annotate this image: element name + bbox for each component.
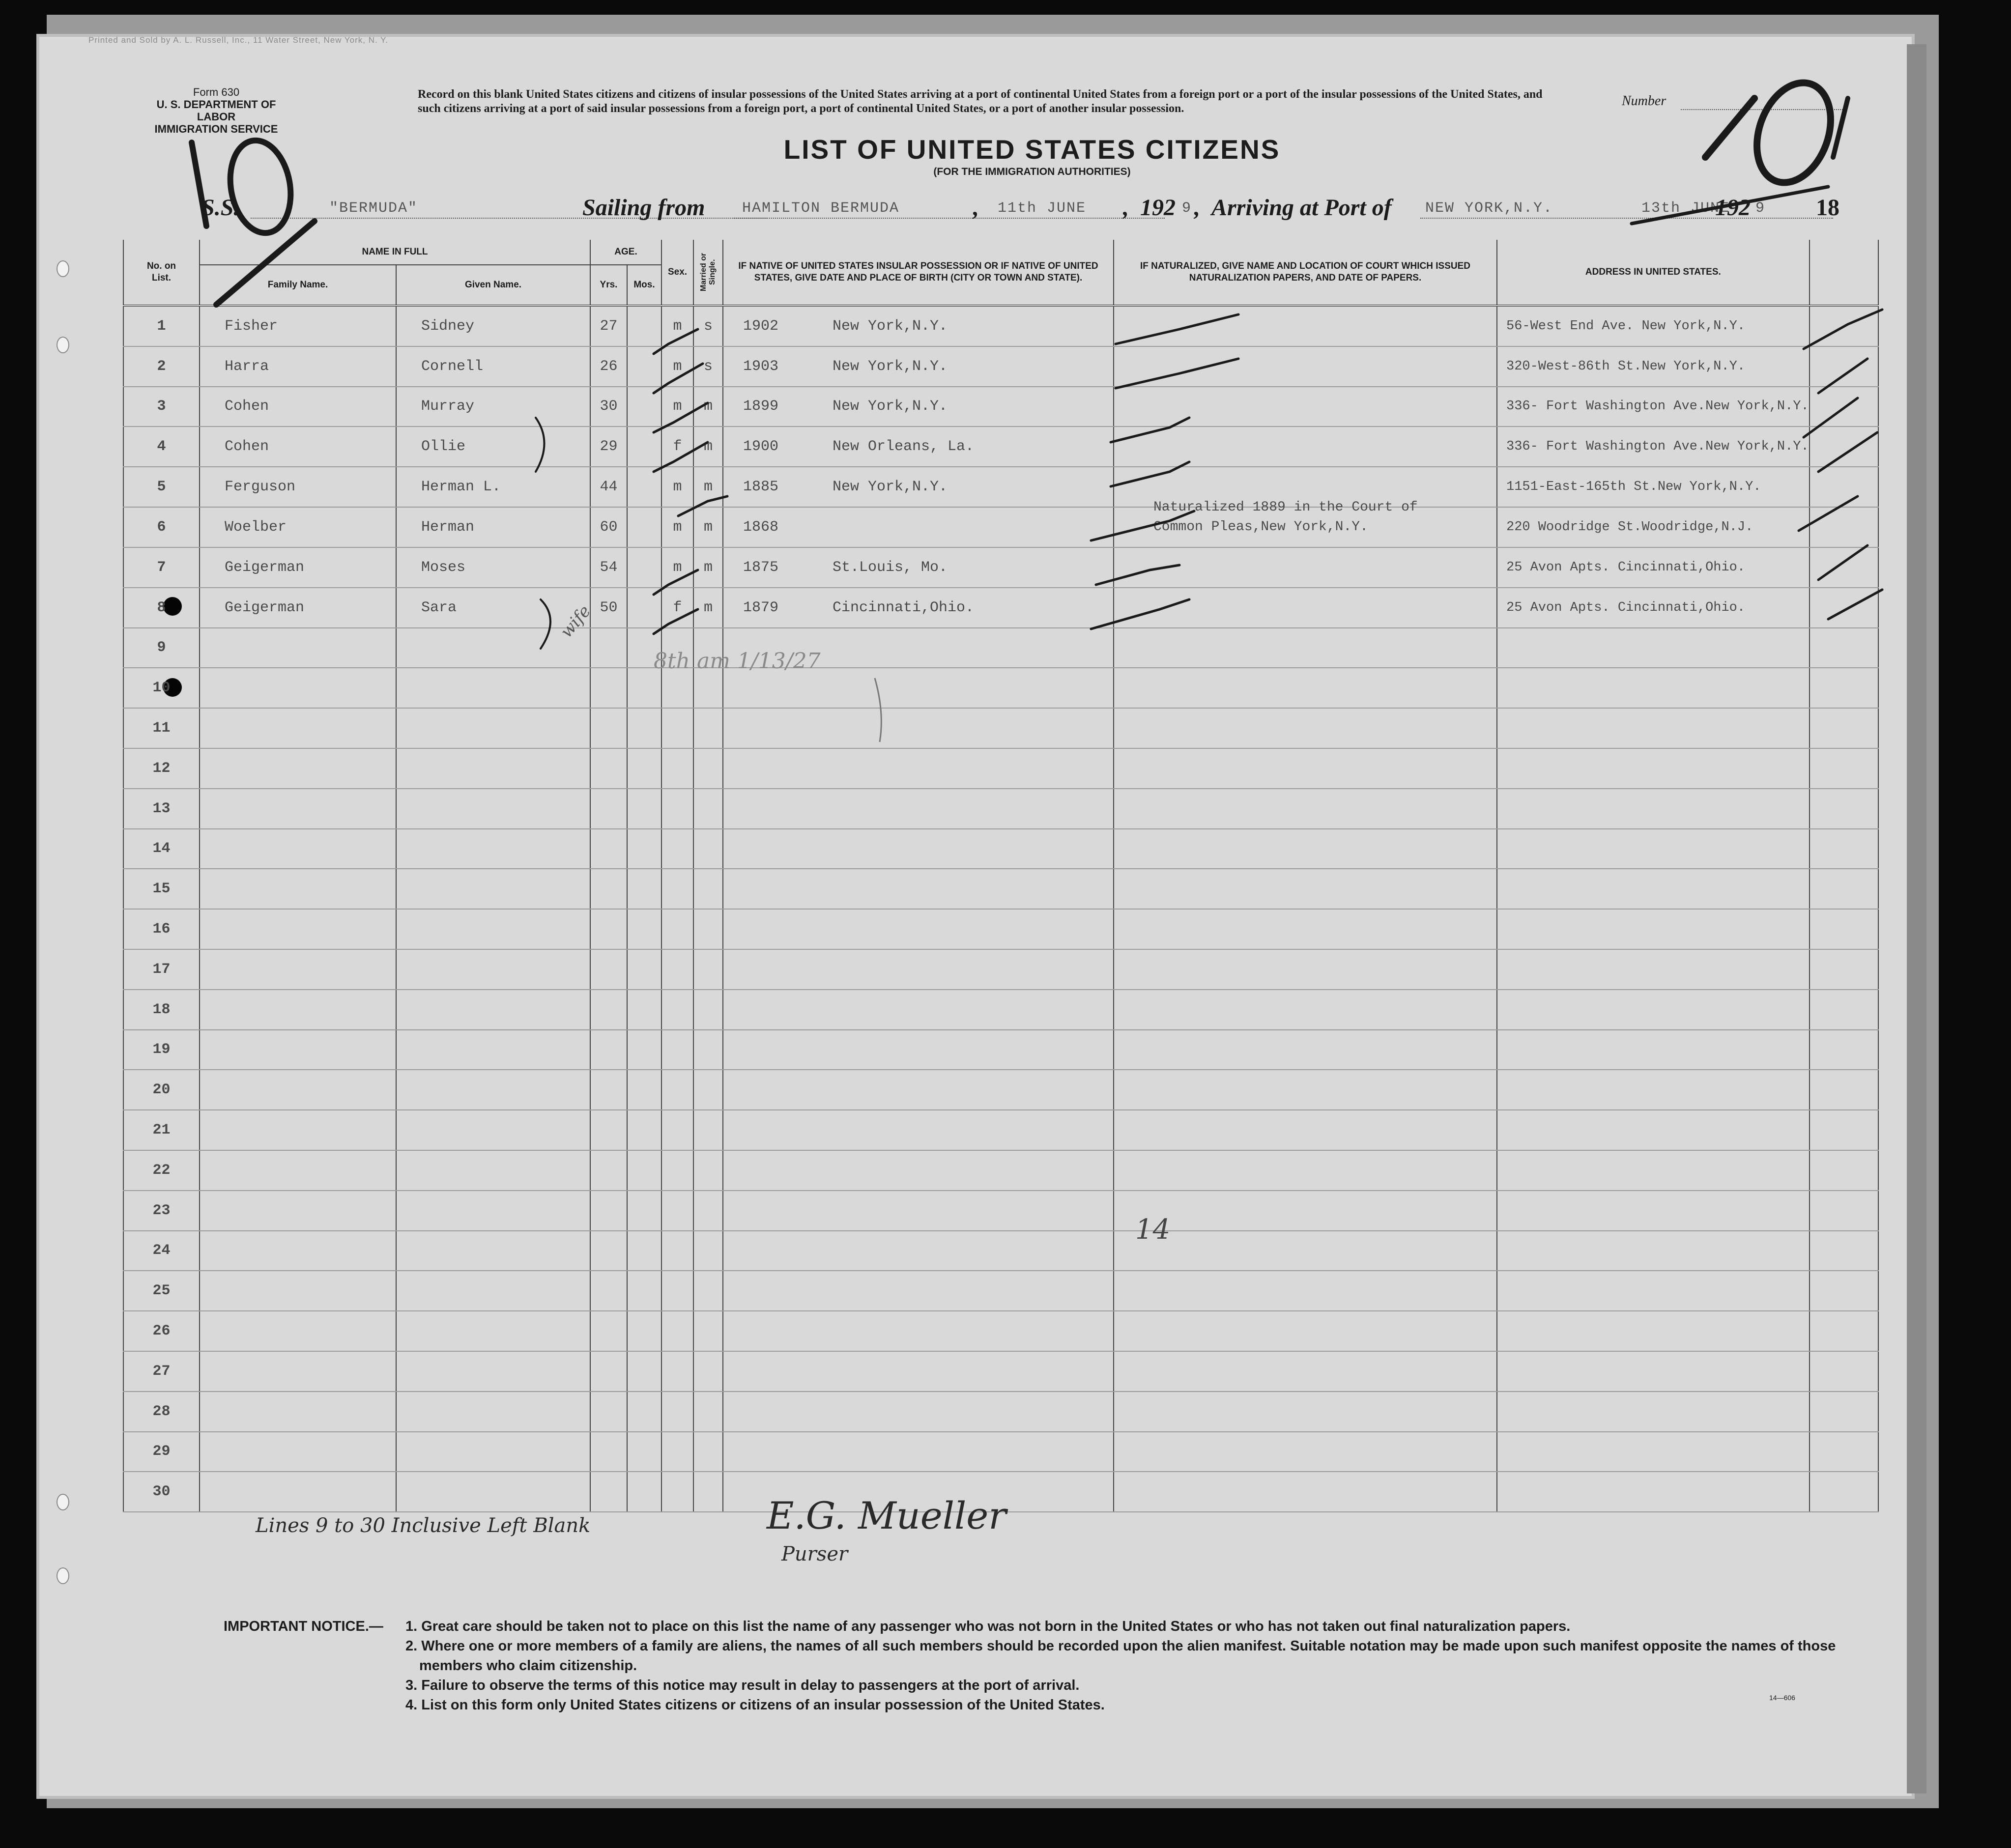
cell-no: 10 <box>123 668 200 708</box>
cell-birth-place: New York,N.Y. <box>833 398 948 415</box>
cell-sex: m <box>661 306 693 346</box>
cell-no: 28 <box>123 1392 200 1432</box>
cell-address: 56-West End Ave. New York,N.Y. <box>1497 306 1810 346</box>
col-address: ADDRESS IN UNITED STATES. <box>1497 240 1810 306</box>
cell-no: 29 <box>123 1432 200 1472</box>
cell-no: 6 <box>123 507 200 547</box>
cell-no: 18 <box>123 990 200 1030</box>
cell-no: 26 <box>123 1311 200 1351</box>
sailing-from-label: Sailing from <box>582 195 705 221</box>
col-naturalized: IF NATURALIZED, GIVE NAME AND LOCATION OF COURT WHICH ISSUED NATURALIZATION PAPERS, AND DATE OF PAPERS. <box>1114 240 1497 306</box>
cell-no: 19 <box>123 1030 200 1070</box>
notice-label: IMPORTANT NOTICE.— <box>224 1619 383 1634</box>
cell-family: Geigerman <box>200 588 396 628</box>
cell-no: 3 <box>123 387 200 427</box>
cell-no: 23 <box>123 1191 200 1231</box>
cell-family: Fisher <box>200 306 396 346</box>
cell-ms: m <box>693 507 723 547</box>
cell-no: 14 <box>123 829 200 869</box>
cell-ms: s <box>693 346 723 387</box>
cell-no: 2 <box>123 346 200 387</box>
cell-no: 24 <box>123 1231 200 1271</box>
cell-family: Harra <box>200 346 396 387</box>
cell-address: 220 Woodridge St.Woodridge,N.J. <box>1497 507 1810 547</box>
department: U. S. DEPARTMENT OF LABOR <box>156 98 276 123</box>
cell-no: 15 <box>123 869 200 909</box>
arrival-date: 13th JUNE <box>1641 200 1730 217</box>
cell-birth-year: 1868 <box>743 518 779 536</box>
naturalized-text: Naturalized 1889 in the Court of Common Pleas,New York,N.Y. <box>1153 499 1418 535</box>
col-given: Given Name. <box>396 265 590 306</box>
cell-birth-year: 1879 <box>743 599 779 616</box>
pencil-note: 8th am 1/13/27 <box>654 649 821 674</box>
cell-birth-year: 1902 <box>743 317 779 335</box>
number-label: Number <box>1622 93 1666 109</box>
notice-item: 2. Where one or more members of a family are aliens, the names of all such members should be recorded upon the alien manifest. Suitable notation may be made upon such manifest opposite the names of those members who claim citizenship. <box>405 1638 1836 1674</box>
sailing-line: S.S. "BERMUDA" Sailing from HAMILTON BERMUDA , 11th JUNE , 192 9 , Arriving at Port of NEW YORK,N.Y. 13th JUNE 192 9 18 <box>201 195 1839 221</box>
cell-given: Moses <box>396 547 590 588</box>
cell-no: 27 <box>123 1351 200 1392</box>
cell-family: Woelber <box>200 507 396 547</box>
cell-no: 4 <box>123 426 200 467</box>
cell-yrs: 44 <box>590 467 627 507</box>
sheet-number: 18 <box>1816 195 1839 221</box>
cell-yrs: 27 <box>590 306 627 346</box>
cell-birth-place: New York,N.Y. <box>833 317 948 335</box>
cell-ms: m <box>693 426 723 467</box>
cell-no: 21 <box>123 1110 200 1150</box>
cell-birth-year: 1900 <box>743 438 779 455</box>
cell-no: 20 <box>123 1070 200 1110</box>
cell-yrs: 54 <box>590 547 627 588</box>
printer-line: Printed and Sold by A. L. Russell, Inc., 11 Water Street, New York, N. Y. <box>88 35 389 45</box>
cell-family: Ferguson <box>200 467 396 507</box>
year-prefix: 192 <box>1140 195 1176 221</box>
cell-no: 13 <box>123 789 200 829</box>
cell-sex: m <box>661 346 693 387</box>
cell-sex: f <box>661 426 693 467</box>
cell-family: Cohen <box>200 387 396 427</box>
ship-name: "BERMUDA" <box>329 200 418 217</box>
cell-address: 336- Fort Washington Ave.New York,N.Y. <box>1497 387 1810 427</box>
wife-note: wife <box>556 601 595 642</box>
cell-birth-place: St.Louis, Mo. <box>833 559 948 576</box>
cell-ms: m <box>693 387 723 427</box>
cell-birth-place: New York,N.Y. <box>833 479 948 496</box>
cell-yrs: 29 <box>590 426 627 467</box>
cell-family: Geigerman <box>200 547 396 588</box>
form-title: LIST OF UNITED STATES CITIZENS <box>783 134 1281 165</box>
cell-given: Murray <box>396 387 590 427</box>
cell-no: 5 <box>123 467 200 507</box>
cell-no: 8 <box>123 588 200 628</box>
cell-birth-year: 1875 <box>743 559 779 576</box>
arriving-label: Arriving at Port of <box>1211 195 1392 221</box>
cell-no: 25 <box>123 1271 200 1311</box>
cell-no: 9 <box>123 628 200 668</box>
cell-birth-place: Cincinnati,Ohio. <box>833 599 975 616</box>
cell-birth-place: New Orleans, La. <box>833 438 975 455</box>
cell-family: Cohen <box>200 426 396 467</box>
notice-item: 3. Failure to observe the terms of this notice may result in delay to passengers at the port of arrival. <box>405 1677 1080 1693</box>
cell-no: 30 <box>123 1472 200 1512</box>
cell-sex: m <box>661 387 693 427</box>
cell-no: 22 <box>123 1150 200 1191</box>
col-mos: Mos. <box>627 265 661 306</box>
col-sex: Sex. <box>661 240 693 306</box>
cell-no: 1 <box>123 306 200 346</box>
cell-given: Cornell <box>396 346 590 387</box>
from-port: HAMILTON BERMUDA <box>742 200 900 217</box>
cell-address: 25 Avon Apts. Cincinnati,Ohio. <box>1497 547 1810 588</box>
cell-given: Sara <box>396 588 590 628</box>
notice-item: 4. List on this form only United States citizens or citizens of an insular possession of the United States. <box>405 1697 1105 1713</box>
cell-sex: m <box>661 547 693 588</box>
form-code: 14—606 <box>1769 1694 1795 1702</box>
cell-given: Herman <box>396 507 590 547</box>
cell-given: Sidney <box>396 306 590 346</box>
cell-birth-year: 1903 <box>743 358 779 375</box>
cell-no: 7 <box>123 547 200 588</box>
cell-no: 12 <box>123 748 200 789</box>
signature-title: Purser <box>781 1543 848 1565</box>
cell-address: 320-West-86th St.New York,N.Y. <box>1497 346 1810 387</box>
cell-no: 16 <box>123 909 200 949</box>
arrival-port: NEW YORK,N.Y. <box>1425 200 1553 217</box>
year-digit: 9 <box>1182 200 1192 217</box>
from-date: 11th JUNE <box>998 200 1087 217</box>
cell-ms: m <box>693 547 723 588</box>
service: IMMIGRATION SERVICE <box>154 123 278 135</box>
col-native: IF NATIVE OF UNITED STATES INSULAR POSSESSION OR IF NATIVE OF UNITED STATES, GIVE DATE AND PLACE OF BIRTH (CITY OR TOWN AND STATE). <box>723 240 1114 306</box>
signature: E.G. Mueller <box>767 1494 1006 1537</box>
cell-yrs: 26 <box>590 346 627 387</box>
cell-birth-place: New York,N.Y. <box>833 358 948 375</box>
col-no: No. on List. <box>123 240 200 306</box>
cell-address: 25 Avon Apts. Cincinnati,Ohio. <box>1497 588 1810 628</box>
cell-ms: m <box>693 588 723 628</box>
form-subtitle: (FOR THE IMMIGRATION AUTHORITIES) <box>933 166 1131 177</box>
year-digit-2: 9 <box>1755 200 1766 217</box>
cell-no: 11 <box>123 708 200 748</box>
col-married: Married or Single. <box>693 240 723 306</box>
cell-yrs: 30 <box>590 387 627 427</box>
cell-yrs: 60 <box>590 507 627 547</box>
cell-ms: m <box>693 467 723 507</box>
blank-lines-note: Lines 9 to 30 Inclusive Left Blank <box>256 1514 591 1537</box>
ss-label: S.S. <box>201 195 240 221</box>
cell-birth-year: 1899 <box>743 398 779 415</box>
cell-no: 17 <box>123 949 200 990</box>
cell-address: 336- Fort Washington Ave.New York,N.Y. <box>1497 426 1810 467</box>
cell-sex: m <box>661 507 693 547</box>
cell-given: Herman L. <box>396 467 590 507</box>
col-family: Family Name. <box>200 265 396 306</box>
col-yrs: Yrs. <box>590 265 627 306</box>
notice-item: 1. Great care should be taken not to place on this list the name of any passenger who was not born in the United States or who has not taken out final naturalization papers. <box>405 1619 1571 1634</box>
mid-number: 14 <box>1135 1214 1171 1246</box>
col-name-group: NAME IN FULL <box>200 240 590 265</box>
cell-birth-year: 1885 <box>743 479 779 496</box>
cell-sex: m <box>661 467 693 507</box>
cell-given: Ollie <box>396 426 590 467</box>
col-age-group: AGE. <box>590 240 661 265</box>
cell-ms: s <box>693 306 723 346</box>
cell-yrs: 50 <box>590 588 627 628</box>
record-instructions: Record on this blank United States citizens and citizens of insular possessions of the United States arriving at a port of continental United States from a foreign port or a port of the insular possessions of the United States, and such citizens arriving at a port of said insular possessions from a foreign port, a port of continental United States, or a port of another insular possession. <box>418 88 1543 115</box>
cell-address: 1151-East-165th St.New York,N.Y. <box>1497 467 1810 507</box>
form-number: Form 630 <box>193 86 240 98</box>
cell-sex: f <box>661 588 693 628</box>
year-prefix-2: 192 <box>1715 195 1751 221</box>
